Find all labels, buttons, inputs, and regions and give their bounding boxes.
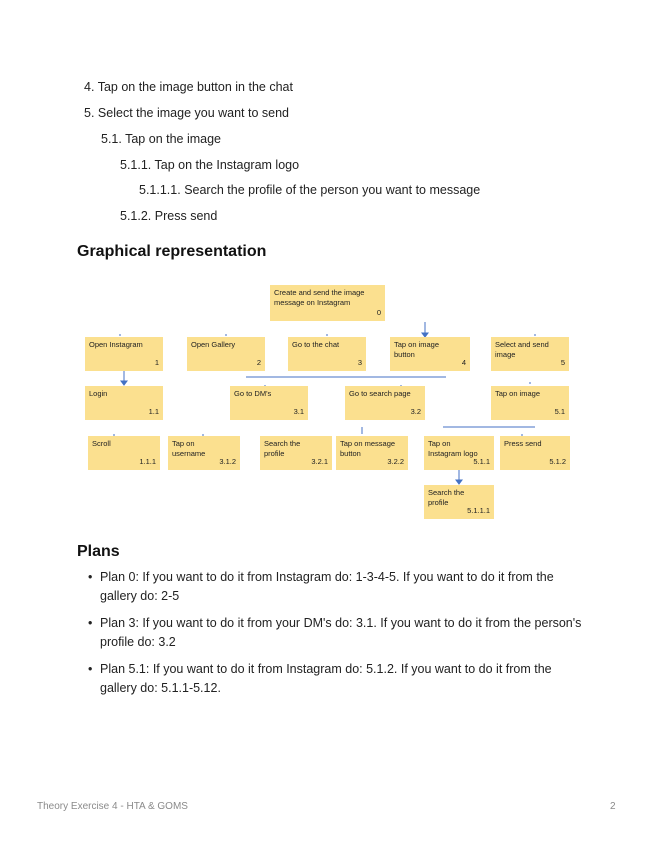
node-label: Tap on image: [495, 389, 541, 398]
node-number: 3.1: [293, 407, 304, 416]
node-number: 5.1: [554, 407, 565, 416]
node-number: 1: [154, 358, 159, 367]
node-number: 5: [560, 358, 565, 367]
node-number: 3.2.2: [387, 457, 404, 466]
node-number: 5.1.1.1: [467, 506, 490, 515]
node-label: Go to DM's: [234, 389, 272, 398]
node-number: 4: [461, 358, 466, 367]
arrowhead: [456, 480, 462, 484]
plan-item: • Plan 3: If you want to do it from your DM's do: 3.1. If you want to do it from the person's profile do: 3.2: [88, 614, 588, 652]
step-5-1: [101, 131, 221, 147]
plan-item: • Plan 5.1: If you want to do it from Instagram do: 5.1.2. If you want to do it from the gallery do: 5.1.1-5.12.: [88, 660, 588, 698]
node-label: Login: [89, 389, 108, 398]
node-3-2-2: [336, 436, 408, 470]
node-label: Press send: [504, 439, 542, 448]
node-number: 3.2.1: [311, 457, 328, 466]
node-label: profile: [428, 498, 449, 507]
node-label: Open Gallery: [191, 340, 236, 349]
node-number: 3: [357, 358, 362, 367]
node-number: 0: [376, 308, 381, 317]
node-label: profile: [264, 449, 285, 458]
footer-title: Theory Exercise 4 - HTA & GOMS: [37, 801, 188, 812]
node-5-1: [491, 386, 569, 420]
node-label: Tap on image: [394, 340, 440, 349]
node-label: Select and send: [495, 340, 549, 349]
node-number: 3.2: [410, 407, 421, 416]
node-5-1-2: [500, 436, 570, 470]
step-text: Tap on the Instagram logo: [154, 158, 300, 172]
node-3: [288, 337, 366, 371]
node-label: Search the: [428, 488, 465, 497]
node-label: Tap on message: [340, 439, 396, 448]
node-label: message on Instagram: [274, 298, 351, 307]
node-2: [187, 337, 265, 371]
step-5-1-1: [120, 157, 299, 173]
step-number: 5.1.1.: [120, 158, 152, 172]
node-3-2-1: [260, 436, 332, 470]
node-label: Open Instagram: [89, 340, 143, 349]
node-3-2: [345, 386, 425, 420]
node-label: Search the: [264, 439, 301, 448]
node-1-1-1: [88, 436, 160, 470]
graphical-representation-heading: Graphical representation: [77, 243, 267, 260]
node-3-1: [230, 386, 308, 420]
node-label: Tap on: [428, 439, 451, 448]
node-number: 1.1.1: [139, 457, 156, 466]
step-number: 5.1.2.: [120, 209, 152, 223]
node-label: Go to the chat: [292, 340, 340, 349]
node-number: 3.1.2: [219, 457, 236, 466]
step-5: [84, 105, 289, 121]
node-number: 5.1.1: [473, 457, 490, 466]
node-label: button: [394, 350, 415, 359]
node-number: 5.1.2: [549, 457, 566, 466]
node-label: Scroll: [92, 439, 111, 448]
step-text: Press send: [154, 209, 218, 223]
node-label: button: [340, 449, 361, 458]
step-number: 5.1.1.1.: [139, 183, 181, 197]
step-4: [84, 79, 293, 95]
node-label: Create and send the image: [274, 288, 365, 297]
arrowhead: [121, 381, 127, 385]
step-text: Tap on the image: [125, 132, 222, 146]
step-text: Select the image you want to send: [97, 106, 290, 120]
step-number: 5.: [84, 106, 95, 120]
node-3-1-2: [168, 436, 240, 470]
node-label: username: [172, 449, 206, 458]
node-label: Go to search page: [349, 389, 411, 398]
node-number: 2: [256, 358, 261, 367]
plans-heading: Plans: [77, 543, 120, 560]
step-number: 4.: [84, 80, 95, 94]
node-number: 1.1: [148, 407, 159, 416]
node-1-1: [85, 386, 163, 420]
step-5-1-2: [120, 208, 217, 224]
step-5-1-1-1: [139, 182, 480, 198]
step-text: Search the profile of the person you want to message: [184, 183, 481, 197]
plan-item: • Plan 0: If you want to do it from Instagram do: 1-3-4-5. If you want to do it from the gallery do: 2-5: [88, 568, 588, 606]
node-0: [270, 285, 385, 321]
node-label: Instagram logo: [428, 449, 478, 458]
node-5: [491, 337, 569, 371]
plans-list: [88, 568, 588, 706]
node-4: [390, 337, 470, 371]
node-1: [85, 337, 163, 371]
node-5-1-1: [424, 436, 494, 470]
step-number: 5.1.: [101, 132, 122, 146]
node-label: Tap on: [172, 439, 195, 448]
node-label: image: [495, 350, 516, 359]
page-number: 2: [610, 801, 616, 812]
node-5-1-1-1: [424, 485, 494, 519]
step-text: Tap on the image button in the chat: [97, 80, 293, 94]
